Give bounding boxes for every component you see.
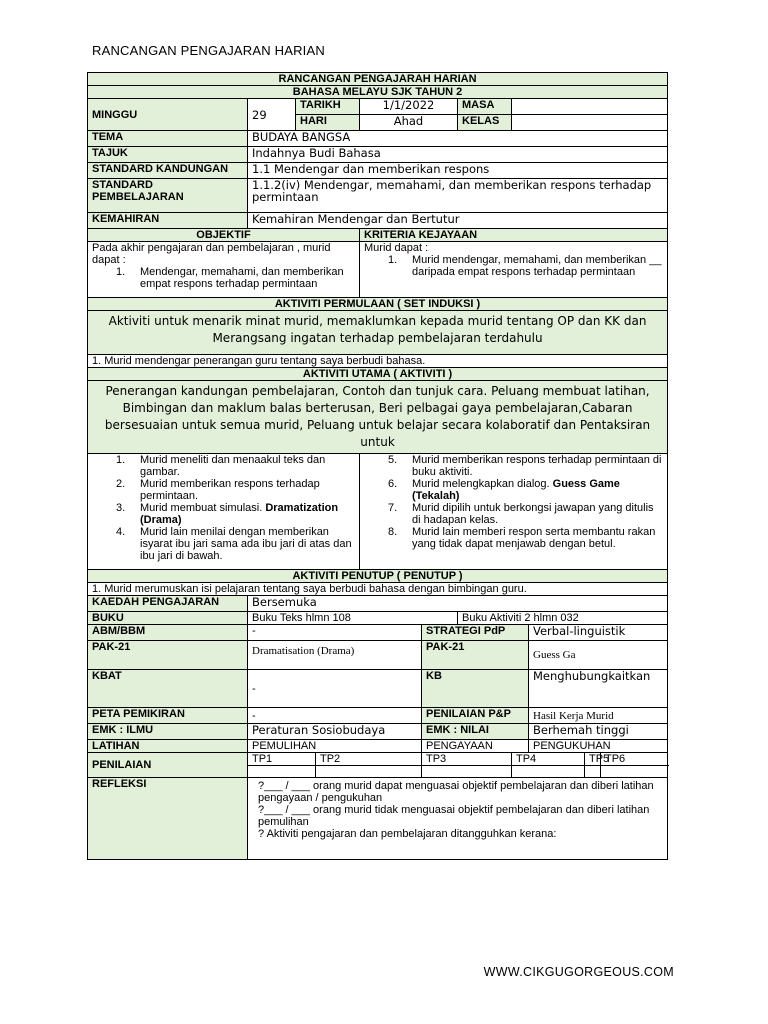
abm-value: - [248,625,422,641]
plan-subtitle: BAHASA MELAYU SJK TAHUN 2 [88,86,668,99]
peta-value: - [248,708,422,724]
penutup-header: AKTIVITI PENUTUP ( PENUTUP ) [88,570,668,583]
tajuk-label: TAJUK [88,147,248,163]
abm-label: ABM/BBM [88,625,248,641]
plan-title: RANCANGAN PENGAJARAH HARIAN [88,73,668,86]
list-item: 1. Mendengar, memahami, dan memberikan empat respons terhadap permintaan [116,266,344,290]
kemahiran-value: Kemahiran Mendengar dan Bertutur [248,213,668,229]
tp-cell: TP3 [422,753,512,766]
tp-cell: TP1 [248,753,316,766]
minggu-value: 29 [248,99,296,131]
kriteria-header: KRITERIA KEJAYAAN [360,229,668,242]
sp-label-line2: PEMBELAJARAN [92,191,184,203]
kaedah-label: KAEDAH PENGAJARAN [88,596,248,612]
emk-nilai-value: Berhemah tinggi [529,724,668,740]
list-item: 7. Murid dipilih untuk berkongsi jawapan yang ditulis di hadapan kelas. [388,502,654,526]
kb-value: Menghubungkaitkan [529,670,668,708]
kbat-label: KBAT [88,670,248,708]
utama-header: AKTIVITI UTAMA ( AKTIVITI ) [88,368,668,381]
kriteria-list [364,254,663,278]
refleksi-line: ?___ / ___ orang murid dapat menguasai objektif pembelajaran dan diberi latihan pengayaan / pengukuhan [258,780,654,804]
tp-cell: TP2 [316,753,422,766]
permulaan-desc: Aktiviti untuk menarik minat murid, memaklumkan kepada murid tentang OP dan KK dan Merangsang ingatan terhadap pembelajaran terdahulu [108,314,647,345]
utama-left-cell [88,454,360,570]
latihan-pengayaan: PENGAYAAN [422,740,529,753]
buku-teks: Buku Teks hlmn 108 [248,612,458,625]
permulaan-desc-cell [88,311,668,355]
refleksi-cell [248,778,668,860]
pak21-right-value: Guess Ga [529,641,668,670]
kbat-value: - [248,670,422,708]
refleksi-line: ?___ / ___ orang murid tidak menguasai objektif pembelajaran dan diberi latihan pemulihan [258,804,650,828]
penilaian-label: PENILAIAN [88,753,248,778]
footer-url: WWW.CIKGUGORGEOUS.COM [483,965,674,979]
hari-value: Ahad [360,115,458,131]
tp-blank [512,766,585,778]
kb-label: KB [422,670,529,708]
tp-blank [248,766,316,778]
kemahiran-label: KEMAHIRAN [88,213,248,229]
list-item: 3. Murid membuat simulasi. Dramatization (Drama) [116,502,339,526]
kaedah-value: Bersemuka [248,596,668,612]
tp-blank [585,766,601,778]
list-item: 6. Murid melengkapkan dialog. Guess Game (Tekalah) [388,478,620,502]
standard-kandungan-label: STANDARD KANDUNGAN [88,163,248,179]
hari-label: HARI [296,115,360,131]
pak21-right-label: PAK-21 [422,641,529,670]
utama-desc: Penerangan kandungan pembelajaran, Contoh dan tunjuk cara. Peluang membuat latihan, Bimbingan dan maklum balas berterusan, Beri pelbagai gaya pembelajaran,Cabaran bersesuaian untuk semua murid, Peluang untuk belajar secara kolaboratif dan Pentaksiran untuk [104,384,651,449]
tp-blank [316,766,422,778]
list-item: 5. Murid memberikan respons terhadap permintaan di buku aktiviti. [388,454,662,478]
penilaian-pp-value: Hasil Kerja Murid [529,708,668,724]
standard-kandungan-value: 1.1 Mendengar dan memberikan respons [248,163,668,179]
minggu-label: MINGGU [88,99,248,131]
pak21-left-label: PAK-21 [88,641,248,670]
list-item: 4. Murid lain menilai dengan memberikan isyarat ibu jari sama ada ibu jari di atas dan ibu jari di bawah. [116,526,352,562]
objektif-header: OBJEKTIF [88,229,360,242]
lesson-plan-table [87,72,668,860]
list-item: 2. Murid memberikan respons terhadap permintaan. [116,478,320,502]
tarikh-value: 1/1/2022 [360,99,458,115]
permulaan-step: 1. Murid mendengar penerangan guru tentang saya berbudi bahasa. [88,355,668,368]
tp-cell: TP6 [601,753,668,766]
emk-ilmu-label: EMK : ILMU [88,724,248,740]
tema-value: BUDAYA BANGSA [248,131,668,147]
kelas-label: KELAS [458,115,512,131]
masa-value [512,99,668,115]
objektif-cell [88,242,360,298]
masa-label: MASA [458,99,512,115]
kriteria-intro: Murid dapat : [364,242,429,254]
kriteria-cell [360,242,668,298]
list-item: 1. Murid mendengar, memahami, dan memberikan __ daripada empat respons terhadap permintaan [388,254,662,278]
refleksi-line: ? Aktiviti pengajaran dan pembelajaran ditangguhkan kerana: [258,828,557,840]
utama-desc-cell [88,381,668,454]
latihan-label: LATIHAN [88,740,248,753]
tp-cell: TP4 [512,753,585,766]
tarikh-label: TARIKH [296,99,360,115]
tp-cell: TP5 [585,753,601,766]
strategi-value: Verbal-linguistik [529,625,668,641]
penutup-step: 1. Murid merumuskan isi pelajaran tentang saya berbudi bahasa dengan bimbingan guru. [88,583,668,596]
tp-blank [601,766,668,778]
emk-nilai-label: EMK : NILAI [422,724,529,740]
standard-pembelajaran-value: 1.1.2(iv) Mendengar, memahami, dan memberikan respons terhadap permintaan [248,179,668,213]
standard-pembelajaran-label [88,179,248,213]
list-item: 8. Murid lain memberi respon serta membantu rakan yang tidak dapat menjawab dengan betul. [388,526,656,550]
tajuk-value: Indahnya Budi Bahasa [248,147,668,163]
list-item: 1. Murid meneliti dan menaakul teks dan gambar. [116,454,326,478]
objektif-intro: Pada akhir pengajaran dan pembelajaran , murid dapat : [92,242,331,266]
utama-left-list [92,454,355,562]
peta-label: PETA PEMIKIRAN [88,708,248,724]
penilaian-pp-label: PENILAIAN P&P [422,708,529,724]
emk-ilmu-value: Peraturan Sosiobudaya [248,724,422,740]
tp-blank [422,766,512,778]
strategi-label: STRATEGI PdP [422,625,529,641]
pak21-left-value: Dramatisation (Drama) [248,641,422,670]
utama-right-list [364,454,663,550]
latihan-pemulihan: PEMULIHAN [248,740,422,753]
refleksi-label: REFLEKSI [88,778,248,860]
sp-label-line1: STANDARD [92,179,153,191]
latihan-pengukuhan: PENGUKUHAN [529,740,668,753]
utama-right-cell [360,454,668,570]
buku-label: BUKU [88,612,248,625]
document-header: RANCANGAN PENGAJARAN HARIAN [92,43,325,58]
buku-aktiviti: Buku Aktiviti 2 hlmn 032 [458,612,668,625]
permulaan-header: AKTIVITI PERMULAAN ( SET INDUKSI ) [88,298,668,311]
tema-label: TEMA [88,131,248,147]
kelas-value [512,115,668,131]
objektif-list [92,266,355,290]
